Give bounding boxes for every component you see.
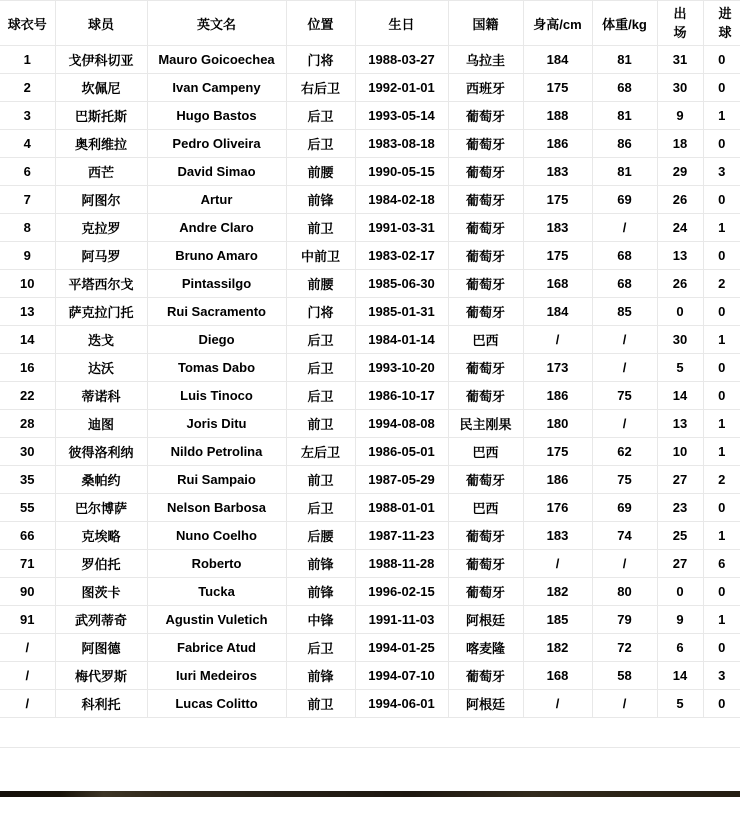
- cell: 86: [592, 130, 657, 158]
- table-row: [0, 438, 740, 466]
- cell: 奥利维拉: [55, 130, 147, 158]
- cell: 中前卫: [286, 242, 355, 270]
- cell: 0: [703, 578, 740, 606]
- table-row: [0, 74, 740, 102]
- cell: 3: [703, 158, 740, 186]
- cell: Nuno Coelho: [147, 522, 286, 550]
- cell: /: [0, 662, 55, 690]
- cell: Andre Claro: [147, 214, 286, 242]
- cell: 29: [657, 158, 703, 186]
- table-row: [0, 214, 740, 242]
- cell: 1: [703, 410, 740, 438]
- cell: /: [592, 214, 657, 242]
- cell: 1993-10-20: [355, 354, 448, 382]
- cell: 168: [523, 662, 592, 690]
- cell: 1991-03-31: [355, 214, 448, 242]
- cell: 180: [523, 410, 592, 438]
- cell: Fabrice Atud: [147, 634, 286, 662]
- cell: /: [0, 690, 55, 718]
- table-row: [0, 130, 740, 158]
- cell: 后卫: [286, 354, 355, 382]
- cell: 后卫: [286, 326, 355, 354]
- cell: Pintassilgo: [147, 270, 286, 298]
- col-header-3: 位置: [286, 1, 355, 46]
- cell: /: [523, 550, 592, 578]
- cell: 葡萄牙: [448, 382, 523, 410]
- cell: 阿马罗: [55, 242, 147, 270]
- cell: 22: [0, 382, 55, 410]
- cell: /: [592, 326, 657, 354]
- cell: 喀麦隆: [448, 634, 523, 662]
- cell: 1987-05-29: [355, 466, 448, 494]
- cell: 9: [657, 102, 703, 130]
- cell: 6: [657, 634, 703, 662]
- cell: 0: [703, 242, 740, 270]
- cell: 1994-07-10: [355, 662, 448, 690]
- cell: 葡萄牙: [448, 242, 523, 270]
- col-header-8: 出场: [657, 1, 703, 46]
- cell: 0: [657, 298, 703, 326]
- cell: 81: [592, 102, 657, 130]
- table-row: [0, 634, 740, 662]
- table-body: [0, 46, 740, 718]
- table-row: [0, 662, 740, 690]
- cell: /: [523, 326, 592, 354]
- cell: 1996-02-15: [355, 578, 448, 606]
- cell: 科利托: [55, 690, 147, 718]
- cell: 0: [703, 690, 740, 718]
- cell: 176: [523, 494, 592, 522]
- cell: Tomas Dabo: [147, 354, 286, 382]
- cell: 罗伯托: [55, 550, 147, 578]
- cell: 175: [523, 242, 592, 270]
- cell: 14: [0, 326, 55, 354]
- cell: 175: [523, 186, 592, 214]
- table-row: [0, 606, 740, 634]
- cell: Iuri Medeiros: [147, 662, 286, 690]
- cell: 巴西: [448, 438, 523, 466]
- cell: 75: [592, 382, 657, 410]
- cell: 85: [592, 298, 657, 326]
- cell: 巴斯托斯: [55, 102, 147, 130]
- cell: 1993-05-14: [355, 102, 448, 130]
- cell: Pedro Oliveira: [147, 130, 286, 158]
- cell: 门将: [286, 298, 355, 326]
- cell: 巴尔博萨: [55, 494, 147, 522]
- cell: 1: [0, 46, 55, 74]
- cell: Joris Ditu: [147, 410, 286, 438]
- table-row: [0, 522, 740, 550]
- cell: 0: [703, 74, 740, 102]
- cell: 2: [703, 270, 740, 298]
- cell: 中锋: [286, 606, 355, 634]
- cell: 90: [0, 578, 55, 606]
- cell: 达沃: [55, 354, 147, 382]
- cell: 葡萄牙: [448, 186, 523, 214]
- cell: 萨克拉门托: [55, 298, 147, 326]
- cell: 5: [657, 690, 703, 718]
- cell: 梅代罗斯: [55, 662, 147, 690]
- cell: 7: [0, 186, 55, 214]
- cell: 1983-02-17: [355, 242, 448, 270]
- cell: 173: [523, 354, 592, 382]
- cell: 前锋: [286, 662, 355, 690]
- cell: 后卫: [286, 130, 355, 158]
- cell: Ivan Campeny: [147, 74, 286, 102]
- bottom-spacer: [0, 748, 740, 791]
- cell: 0: [703, 46, 740, 74]
- cell: 1994-06-01: [355, 690, 448, 718]
- cell: 1994-08-08: [355, 410, 448, 438]
- cell: 左后卫: [286, 438, 355, 466]
- cell: 183: [523, 522, 592, 550]
- cell: 183: [523, 158, 592, 186]
- cell: 乌拉圭: [448, 46, 523, 74]
- cell: 克拉罗: [55, 214, 147, 242]
- cell: 13: [657, 410, 703, 438]
- col-header-1: 球员: [55, 1, 147, 46]
- cell: 91: [0, 606, 55, 634]
- cell: 10: [0, 270, 55, 298]
- table-row: [0, 690, 740, 718]
- cell: 1983-08-18: [355, 130, 448, 158]
- cell: 182: [523, 634, 592, 662]
- cell: 1984-01-14: [355, 326, 448, 354]
- cell: 3: [0, 102, 55, 130]
- cell: 79: [592, 606, 657, 634]
- cell: 武列蒂奇: [55, 606, 147, 634]
- cell: 0: [703, 494, 740, 522]
- cell: 13: [657, 242, 703, 270]
- cell: /: [592, 354, 657, 382]
- table-row: [0, 466, 740, 494]
- cell: 1985-01-31: [355, 298, 448, 326]
- cell: /: [592, 410, 657, 438]
- col-header-6: 身高/cm: [523, 1, 592, 46]
- cell: 62: [592, 438, 657, 466]
- cell: 1984-02-18: [355, 186, 448, 214]
- cell: 10: [657, 438, 703, 466]
- cell: 葡萄牙: [448, 578, 523, 606]
- cell: 25: [657, 522, 703, 550]
- cell: 前卫: [286, 466, 355, 494]
- cell: 后卫: [286, 382, 355, 410]
- table-row: [0, 270, 740, 298]
- cell: 30: [0, 438, 55, 466]
- table-row: [0, 354, 740, 382]
- cell: 5: [657, 354, 703, 382]
- cell: 175: [523, 438, 592, 466]
- cell: 前卫: [286, 690, 355, 718]
- cell: Rui Sacramento: [147, 298, 286, 326]
- col-header-0: 球衣号: [0, 1, 55, 46]
- cell: 葡萄牙: [448, 662, 523, 690]
- cell: 民主刚果: [448, 410, 523, 438]
- table-row: [0, 298, 740, 326]
- cell: 74: [592, 522, 657, 550]
- table-row: [0, 578, 740, 606]
- cell: Artur: [147, 186, 286, 214]
- cell: /: [0, 634, 55, 662]
- cell: 0: [703, 298, 740, 326]
- cell: 迪图: [55, 410, 147, 438]
- table-row: [0, 326, 740, 354]
- cell: 葡萄牙: [448, 158, 523, 186]
- cell: 71: [0, 550, 55, 578]
- cell: 1: [703, 522, 740, 550]
- cell: 28: [0, 410, 55, 438]
- cell: 葡萄牙: [448, 130, 523, 158]
- cell: 8: [0, 214, 55, 242]
- cell: /: [523, 690, 592, 718]
- cell: 14: [657, 382, 703, 410]
- cell: 前锋: [286, 186, 355, 214]
- cell: 葡萄牙: [448, 102, 523, 130]
- cell: 58: [592, 662, 657, 690]
- col-header-2: 英文名: [147, 1, 286, 46]
- cell: 55: [0, 494, 55, 522]
- cell: 16: [0, 354, 55, 382]
- header-row: [0, 1, 740, 46]
- cell: /: [592, 690, 657, 718]
- cell: 0: [703, 186, 740, 214]
- cell: 坎佩尼: [55, 74, 147, 102]
- cell: 3: [703, 662, 740, 690]
- cell: 1988-11-28: [355, 550, 448, 578]
- cell: 1: [703, 606, 740, 634]
- cell: 1986-10-17: [355, 382, 448, 410]
- table-row: [0, 242, 740, 270]
- cell: 68: [592, 74, 657, 102]
- table-row: [0, 494, 740, 522]
- cell: Hugo Bastos: [147, 102, 286, 130]
- cell: 182: [523, 578, 592, 606]
- cell: 0: [703, 354, 740, 382]
- cell: 图茨卡: [55, 578, 147, 606]
- cell: 1985-06-30: [355, 270, 448, 298]
- cell: 168: [523, 270, 592, 298]
- table-row: [0, 410, 740, 438]
- cell: 1987-11-23: [355, 522, 448, 550]
- cell: 平塔西尔戈: [55, 270, 147, 298]
- table-row: [0, 102, 740, 130]
- cell: 门将: [286, 46, 355, 74]
- cell: 68: [592, 242, 657, 270]
- cell: Bruno Amaro: [147, 242, 286, 270]
- cell: 前卫: [286, 214, 355, 242]
- cell: 阿图德: [55, 634, 147, 662]
- cell: 185: [523, 606, 592, 634]
- cell: 24: [657, 214, 703, 242]
- cell: 2: [0, 74, 55, 102]
- cell: 18: [657, 130, 703, 158]
- cell: 30: [657, 74, 703, 102]
- cell: 右后卫: [286, 74, 355, 102]
- cell: 后卫: [286, 494, 355, 522]
- table-row: [0, 550, 740, 578]
- cell: 68: [592, 270, 657, 298]
- cell: Luis Tinoco: [147, 382, 286, 410]
- cell: 西芒: [55, 158, 147, 186]
- cell: 1988-03-27: [355, 46, 448, 74]
- cell: 75: [592, 466, 657, 494]
- cell: 葡萄牙: [448, 550, 523, 578]
- cell: 175: [523, 74, 592, 102]
- cell: 0: [703, 130, 740, 158]
- cell: 桑帕约: [55, 466, 147, 494]
- cell: 31: [657, 46, 703, 74]
- cell: 1988-01-01: [355, 494, 448, 522]
- cell: 1994-01-25: [355, 634, 448, 662]
- cell: 彼得洛利纳: [55, 438, 147, 466]
- table-row: [0, 46, 740, 74]
- cell: 葡萄牙: [448, 466, 523, 494]
- cell: 183: [523, 214, 592, 242]
- cell: 66: [0, 522, 55, 550]
- cell: 1986-05-01: [355, 438, 448, 466]
- cell: 1: [703, 214, 740, 242]
- cell: 戈伊科切亚: [55, 46, 147, 74]
- cell: 81: [592, 46, 657, 74]
- cell: 前腰: [286, 270, 355, 298]
- table-header: [0, 1, 740, 46]
- cell: 23: [657, 494, 703, 522]
- cell: 葡萄牙: [448, 298, 523, 326]
- cell: 81: [592, 158, 657, 186]
- cell: 葡萄牙: [448, 522, 523, 550]
- table-row: [0, 158, 740, 186]
- cell: 6: [703, 550, 740, 578]
- cell: 西班牙: [448, 74, 523, 102]
- cell: 2: [703, 466, 740, 494]
- cell: 巴西: [448, 326, 523, 354]
- cell: 1991-11-03: [355, 606, 448, 634]
- cell: 巴西: [448, 494, 523, 522]
- cell: 9: [0, 242, 55, 270]
- cell: 阿根廷: [448, 606, 523, 634]
- col-header-4: 生日: [355, 1, 448, 46]
- cell: 前锋: [286, 550, 355, 578]
- cell: 0: [657, 578, 703, 606]
- cell: Roberto: [147, 550, 286, 578]
- table-footer-empty-row: [0, 718, 740, 748]
- col-header-7: 体重/kg: [592, 1, 657, 46]
- table-row: [0, 382, 740, 410]
- cell: 前锋: [286, 578, 355, 606]
- col-header-9: 进球: [703, 1, 740, 46]
- cell: 后卫: [286, 102, 355, 130]
- cell: 188: [523, 102, 592, 130]
- cell: Mauro Goicoechea: [147, 46, 286, 74]
- cell: 26: [657, 270, 703, 298]
- cell: 69: [592, 494, 657, 522]
- cell: Nildo Petrolina: [147, 438, 286, 466]
- cell: 0: [703, 382, 740, 410]
- cell: 80: [592, 578, 657, 606]
- cell: 186: [523, 466, 592, 494]
- cell: 35: [0, 466, 55, 494]
- cell: Rui Sampaio: [147, 466, 286, 494]
- cell: 26: [657, 186, 703, 214]
- cell: /: [592, 550, 657, 578]
- col-header-5: 国籍: [448, 1, 523, 46]
- cell: 葡萄牙: [448, 270, 523, 298]
- cell: 前腰: [286, 158, 355, 186]
- cell: 72: [592, 634, 657, 662]
- cell: Diego: [147, 326, 286, 354]
- cell: 9: [657, 606, 703, 634]
- cell: 27: [657, 550, 703, 578]
- cell: 阿根廷: [448, 690, 523, 718]
- cell: 迭戈: [55, 326, 147, 354]
- cell: 1990-05-15: [355, 158, 448, 186]
- cell: 13: [0, 298, 55, 326]
- cell: 克埃略: [55, 522, 147, 550]
- cell: 1: [703, 438, 740, 466]
- cell: Tucka: [147, 578, 286, 606]
- cell: 14: [657, 662, 703, 690]
- cell: David Simao: [147, 158, 286, 186]
- cell: 4: [0, 130, 55, 158]
- cell: 阿图尔: [55, 186, 147, 214]
- table-row: [0, 186, 740, 214]
- cell: 1: [703, 102, 740, 130]
- cell: Nelson Barbosa: [147, 494, 286, 522]
- cell: 30: [657, 326, 703, 354]
- cell: 184: [523, 298, 592, 326]
- cell: 27: [657, 466, 703, 494]
- cell: 1: [703, 326, 740, 354]
- cell: 186: [523, 382, 592, 410]
- cell: 184: [523, 46, 592, 74]
- bottom-dark-bar: [0, 791, 740, 797]
- cell: Lucas Colitto: [147, 690, 286, 718]
- cell: 6: [0, 158, 55, 186]
- cell: 葡萄牙: [448, 214, 523, 242]
- cell: 前卫: [286, 410, 355, 438]
- cell: 葡萄牙: [448, 354, 523, 382]
- cell: Agustin Vuletich: [147, 606, 286, 634]
- cell: 后卫: [286, 634, 355, 662]
- cell: 1992-01-01: [355, 74, 448, 102]
- cell: 69: [592, 186, 657, 214]
- cell: 0: [703, 634, 740, 662]
- cell: 后腰: [286, 522, 355, 550]
- cell: 蒂诺科: [55, 382, 147, 410]
- cell: 186: [523, 130, 592, 158]
